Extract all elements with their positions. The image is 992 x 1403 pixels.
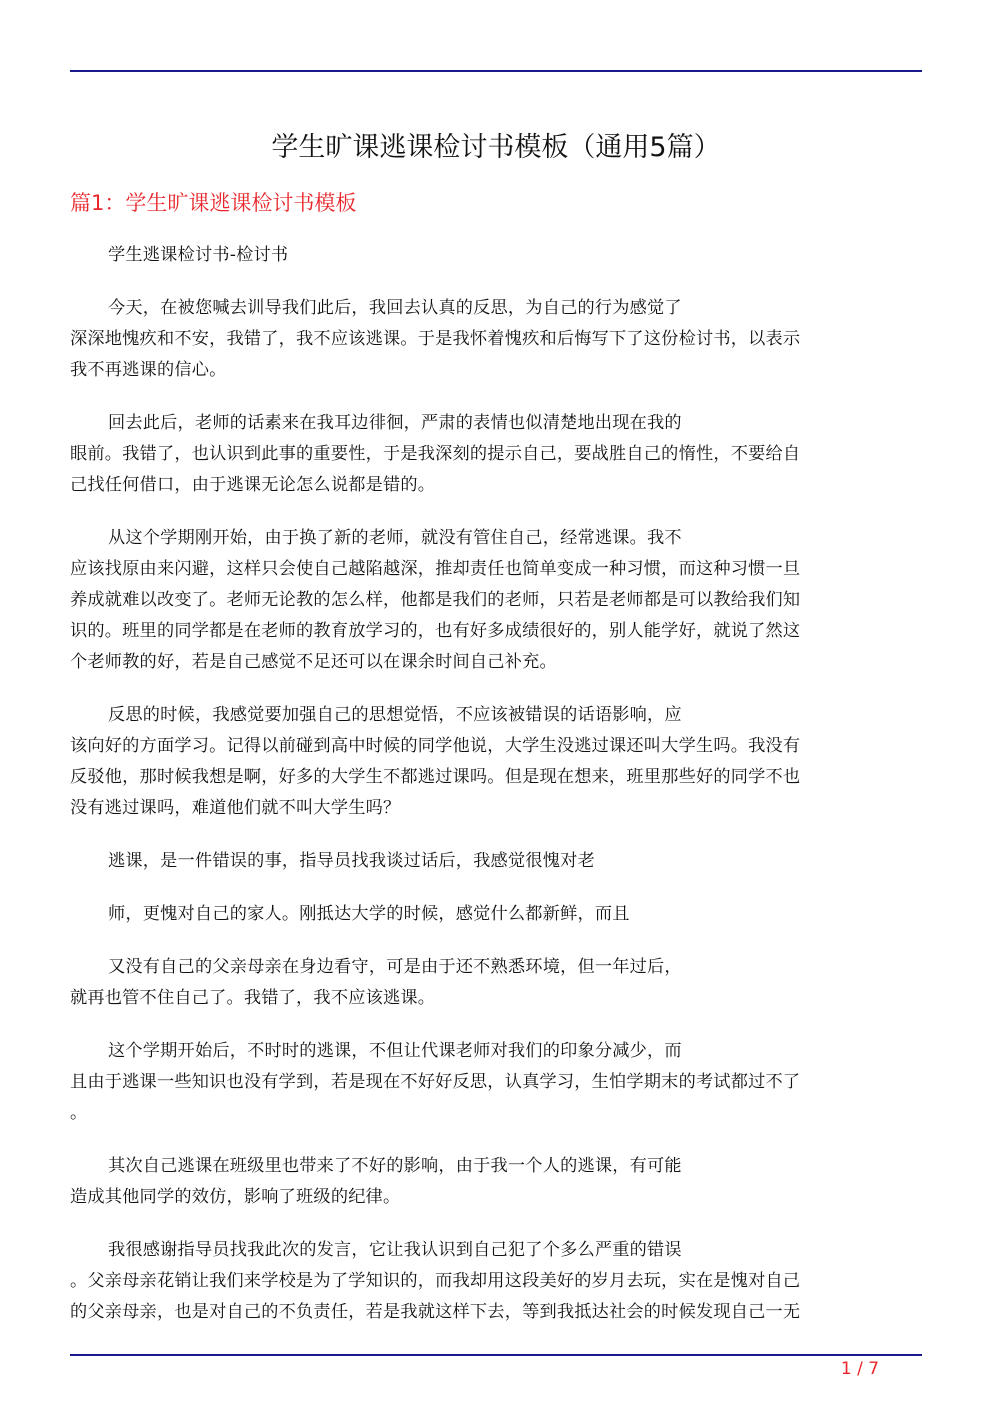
footer-rule — [70, 1354, 922, 1356]
paragraph-line: 又没有自己的父亲母亲在身边看守，可是由于还不熟悉环境，但一年过后， — [108, 957, 682, 977]
paragraph — [70, 952, 922, 1014]
paragraph-line: 学生逃课检讨书-检讨书 — [108, 245, 289, 265]
paragraph-line: 这个学期开始后，不时时的逃课，不但让代课老师对我们的印象分减少，而 — [108, 1041, 682, 1061]
paragraph-line: 的父亲母亲，也是对自己的不负责任，若是我就这样下去，等到我抵达社会的时候发现自己一无 — [70, 1302, 801, 1322]
paragraph-line: 其次自己逃课在班级里也带来了不好的影响，由于我一个人的逃课，有可能 — [108, 1156, 682, 1176]
paragraph — [70, 1151, 922, 1213]
paragraph-line: 反驳他，那时候我想是啊，好多的大学生不都逃过课吗。但是现在想来，班里那些好的同学不也 — [70, 767, 801, 787]
paragraph — [70, 1036, 922, 1129]
paragraph-line: 识的。班里的同学都是在老师的教育放学习的，也有好多成绩很好的，别人能学好，就说了然这 — [70, 621, 801, 641]
paragraph — [70, 523, 922, 678]
paragraph-line: 个老师教的好，若是自己感觉不足还可以在课余时间自己补充。 — [70, 652, 557, 672]
paragraph-line: 今天，在被您喊去训导我们此后，我回去认真的反思，为自己的行为感觉了 — [108, 298, 682, 318]
paragraph-line: 我不再逃课的信心。 — [70, 360, 227, 380]
paragraph-line: 造成其他同学的效仿，影响了班级的纪律。 — [70, 1187, 401, 1207]
paragraph-line: 。 — [70, 1103, 88, 1123]
paragraph-line: 从这个学期刚开始，由于换了新的老师，就没有管住自己，经常逃课。我不 — [108, 528, 682, 548]
paragraph — [70, 240, 922, 271]
paragraph-line: 师，更愧对自己的家人。刚抵达大学的时候，感觉什么都新鲜，而且 — [108, 904, 630, 924]
paragraph-line: 养成就难以改变了。老师无论教的怎么样，他都是我们的老师，只若是老师都是可以教给我们知 — [70, 590, 801, 610]
document-title: 学生旷课逃课检讨书模板（通用5篇） — [271, 132, 721, 163]
paragraph-line: 深深地愧疚和不安，我错了，我不应该逃课。于是我怀着愧疚和后悔写下了这份检讨书，以表示 — [70, 329, 801, 349]
paragraph-line: 且由于逃课一些知识也没有学到，若是现在不好好反思，认真学习，生怕学期末的考试都过不了 — [70, 1072, 801, 1092]
paragraph-line: 就再也管不住自己了。我错了，我不应该逃课。 — [70, 988, 436, 1008]
document-body — [70, 240, 922, 1350]
paragraph-line: 我很感谢指导员找我此次的发言，它让我认识到自己犯了个多么严重的错误 — [108, 1240, 682, 1260]
paragraph-line: 眼前。我错了，也认识到此事的重要性，于是我深刻的提示自己，要战胜自己的惰性，不要给自 — [70, 444, 801, 464]
paragraph — [70, 408, 922, 501]
paragraph-line: 己找任何借口，由于逃课无论怎么说都是错的。 — [70, 475, 436, 495]
paragraph-line: 逃课，是一件错误的事，指导员找我谈过话后，我感觉很愧对老 — [108, 851, 595, 871]
paragraph — [70, 899, 922, 930]
paragraph-line: 该向好的方面学习。记得以前碰到高中时候的同学他说，大学生没逃过课还叫大学生吗。我没有 — [70, 736, 801, 756]
section-heading: 篇1：学生旷课逃课检讨书模板 — [70, 191, 357, 215]
paragraph — [70, 846, 922, 877]
paragraph — [70, 293, 922, 386]
paragraph — [70, 1235, 922, 1328]
paragraph-line: 没有逃过课吗，难道他们就不叫大学生吗？ — [70, 798, 401, 818]
paragraph — [70, 700, 922, 824]
paragraph-line: 。父亲母亲花销让我们来学校是为了学知识的，而我却用这段美好的岁月去玩，实在是愧对自己 — [70, 1271, 801, 1291]
header-rule — [70, 70, 922, 72]
page-number: 1 / 7 — [840, 1359, 880, 1379]
paragraph-line: 应该找原由来闪避，这样只会使自己越陷越深，推却责任也简单变成一种习惯，而这种习惯一旦 — [70, 559, 801, 579]
paragraph-line: 反思的时候，我感觉要加强自己的思想觉悟，不应该被错误的话语影响，应 — [108, 705, 682, 725]
paragraph-line: 回去此后，老师的话素来在我耳边徘徊，严肃的表情也似清楚地出现在我的 — [108, 413, 682, 433]
